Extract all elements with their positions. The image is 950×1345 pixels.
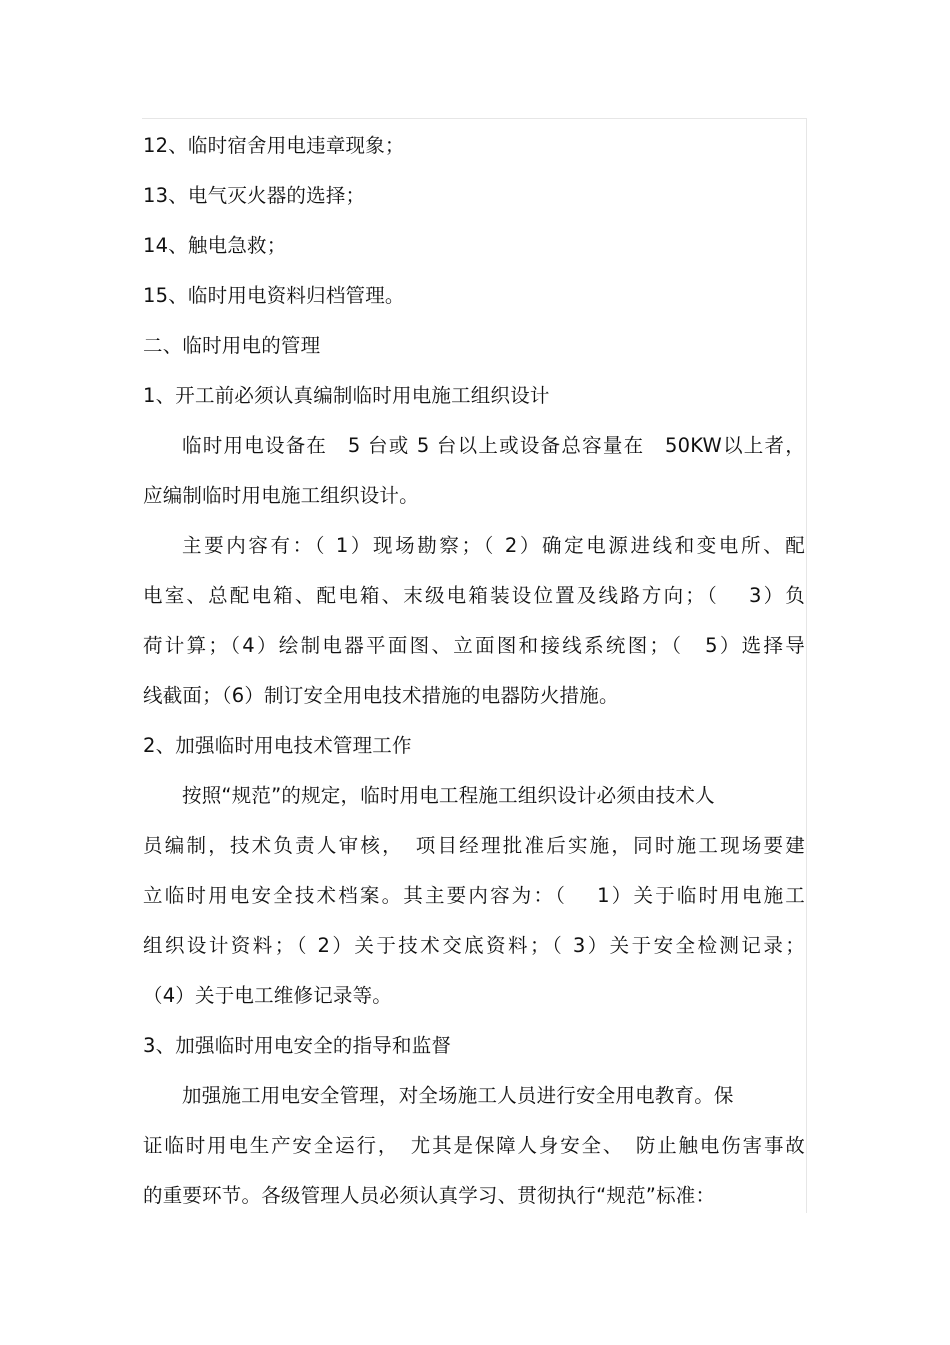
paragraph-line: 荷计算；（4）绘制电器平面图、立面图和接线系统图；（ 5）选择导 xyxy=(143,634,805,657)
paragraph-line: 电室、总配电箱、配电箱、末级电箱装设位置及线路方向；（ 3）负 xyxy=(143,584,805,607)
paragraph-line: 应编制临时用电施工组织设计。 xyxy=(143,484,419,507)
paragraph-line: 临时用电设备在 5 台或 5 台以上或设备总容量在 50KW以上者， xyxy=(182,434,805,457)
paragraph-line: 按照“规范”的规定，临时用电工程施工组织设计必须由技术人 xyxy=(182,784,715,807)
paragraph-line: 加强施工用电安全管理，对全场施工人员进行安全用电教育。保 xyxy=(182,1084,734,1107)
paragraph-line: 组织设计资料；（ 2）关于技术交底资料；（ 3）关于安全检测记录； xyxy=(143,934,805,957)
subheading-3: 3、加强临时用电安全的指导和监督 xyxy=(143,1034,452,1057)
document-body xyxy=(143,121,805,1221)
subheading-2: 2、加强临时用电技术管理工作 xyxy=(143,734,412,757)
paragraph-line: 立临时用电安全技术档案。其主要内容为：（ 1）关于临时用电施工 xyxy=(143,884,805,907)
paragraph-line: 员编制，技术负责人审核， 项目经理批准后实施，同时施工现场要建 xyxy=(143,834,805,857)
list-item-12: 12、临时宿舍用电违章现象； xyxy=(143,134,405,157)
section-heading: 二、临时用电的管理 xyxy=(143,334,321,357)
paragraph-line: 线截面；（6）制订安全用电技术措施的电器防火措施。 xyxy=(143,684,619,707)
subheading-1: 1、开工前必须认真编制临时用电施工组织设计 xyxy=(143,384,550,407)
paragraph-line: （4）关于电工维修记录等。 xyxy=(143,984,393,1007)
paragraph-line: 主要内容有：（ 1）现场勘察；（ 2）确定电源进线和变电所、配 xyxy=(182,534,805,557)
list-item-14: 14、触电急救； xyxy=(143,234,287,257)
list-item-15: 15、临时用电资料归档管理。 xyxy=(143,284,405,307)
list-item-13: 13、电气灭火器的选择； xyxy=(143,184,366,207)
paragraph-line: 证临时用电生产安全运行， 尤其是保障人身安全、 防止触电伤害事故 xyxy=(143,1134,805,1157)
paragraph-line: 的重要环节。各级管理人员必须认真学习、贯彻执行“规范”标准： xyxy=(143,1184,716,1207)
